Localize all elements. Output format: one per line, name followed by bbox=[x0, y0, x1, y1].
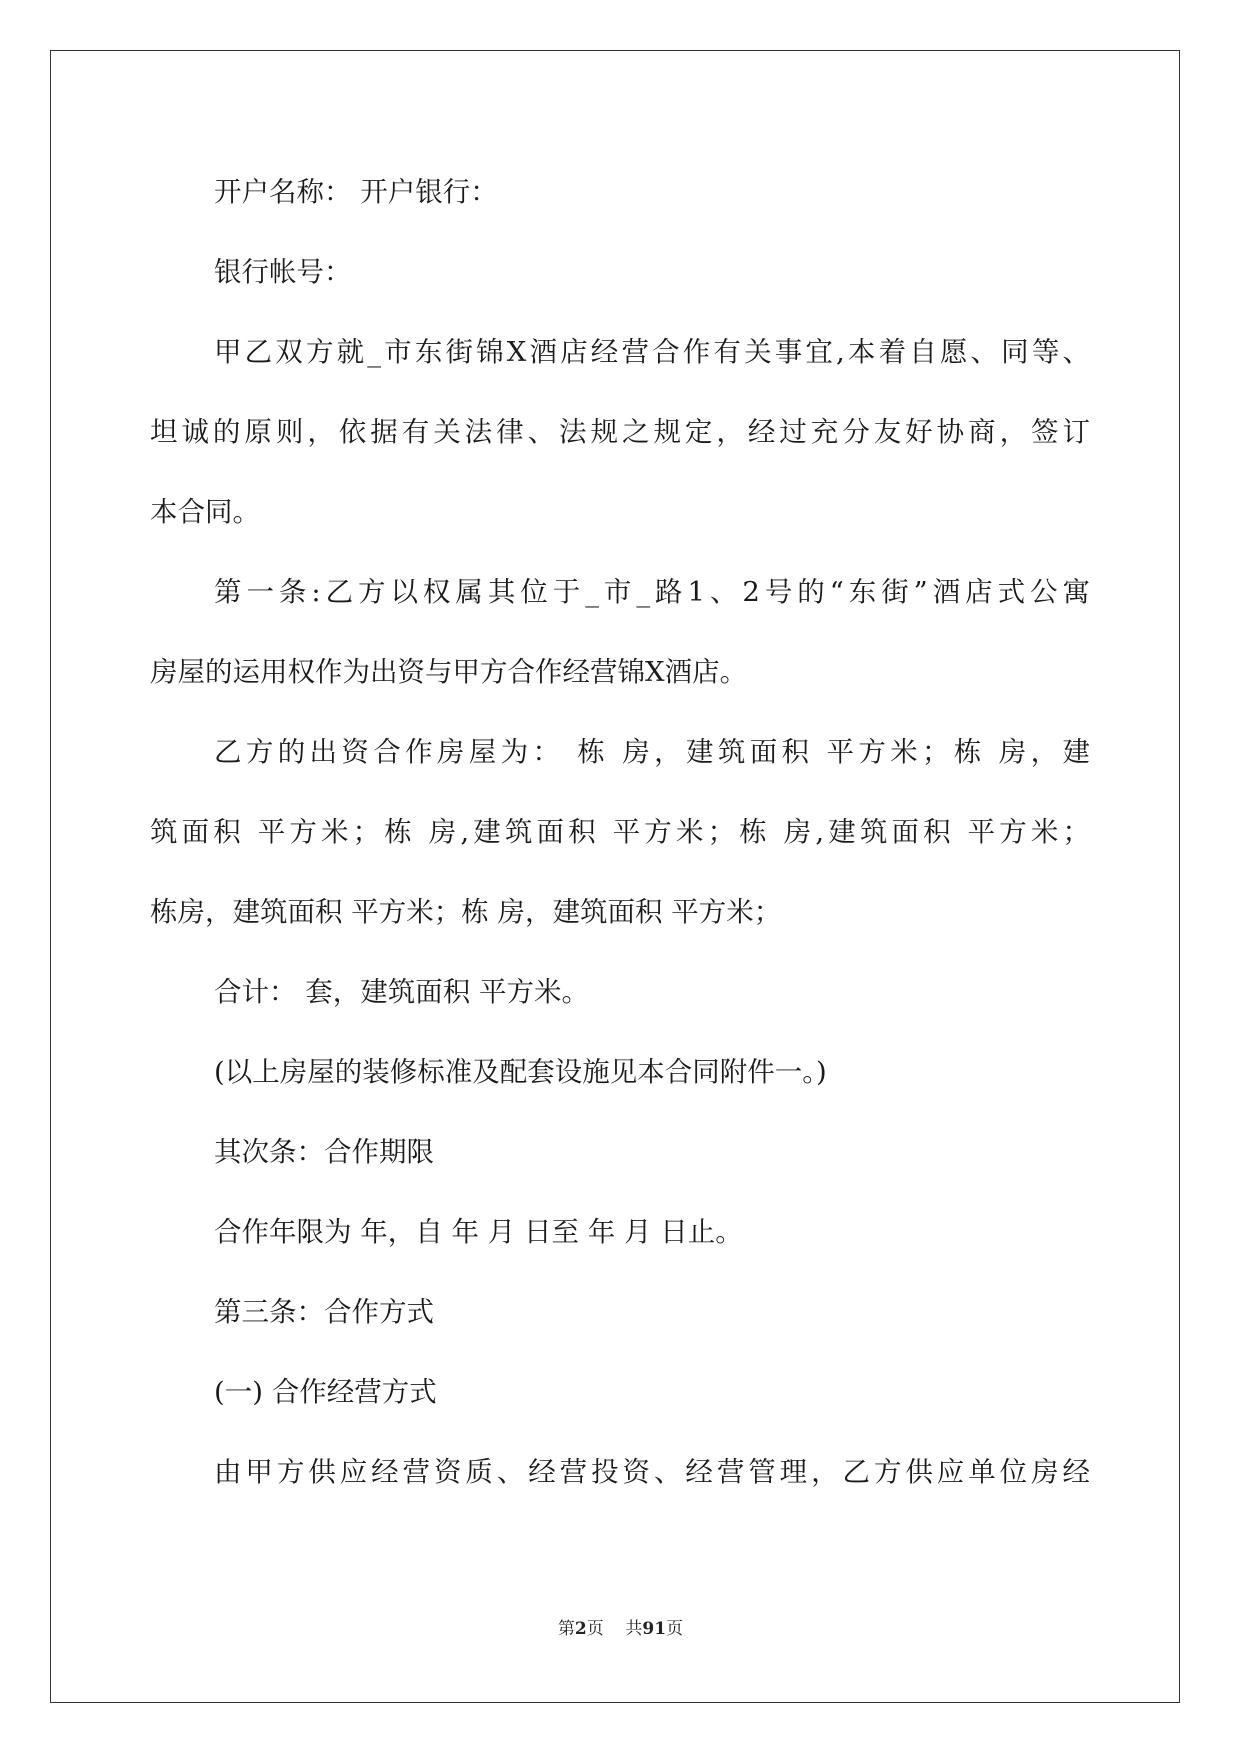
text-line-account-name: 开户名称： 开户银行： bbox=[214, 176, 498, 208]
text-line-article-1-a: 第一条:乙方以权属其位于_市_路1、2号的“东街”酒店式公寓 bbox=[214, 576, 1090, 608]
text-line-article-3-heading: 第三条：合作方式 bbox=[214, 1296, 434, 1328]
text-line-contribution-3: 栋房，建筑面积 平方米；栋 房，建筑面积 平方米； bbox=[150, 896, 782, 928]
text-line-article-1-b: 房屋的运用权作为出资与甲方合作经营锦X酒店。 bbox=[150, 656, 748, 688]
text-line-term: 合作年限为 年，自 年 月 日至 年 月 日止。 bbox=[214, 1216, 743, 1248]
footer-total-pages: 91 bbox=[642, 1619, 667, 1639]
text-line-article-2-heading: 其次条：合作期限 bbox=[214, 1136, 434, 1168]
text-line-contribution-1: 乙方的出资合作房屋为： 栋 房，建筑面积 平方米；栋 房，建 bbox=[214, 736, 1090, 768]
footer-prefix: 第 bbox=[557, 1619, 575, 1639]
text-line-preamble-2: 坦诚的原则，依据有关法律、法规之规定，经过充分友好协商，签订 bbox=[150, 416, 1090, 448]
footer-mid: 页 共 bbox=[586, 1619, 643, 1639]
text-line-contribution-2: 筑面积 平方米；栋 房,建筑面积 平方米；栋 房,建筑面积 平方米； bbox=[150, 816, 1090, 848]
text-line-preamble-1: 甲乙双方就_市东街锦X酒店经营合作有关事宜,本着自愿、同等、 bbox=[214, 336, 1090, 368]
text-line-preamble-3: 本合同。 bbox=[150, 496, 260, 528]
text-line-annex-note: (以上房屋的装修标准及配套设施见本合同附件一。) bbox=[214, 1056, 827, 1088]
text-line-cooperation-desc: 由甲方供应经营资质、经营投资、经营管理，乙方供应单位房经 bbox=[214, 1456, 1090, 1488]
text-line-bank-account: 银行帐号： bbox=[214, 256, 352, 288]
footer-suffix: 页 bbox=[666, 1619, 684, 1639]
text-line-cooperation-mode: (一) 合作经营方式 bbox=[214, 1376, 437, 1408]
text-line-total: 合计： 套，建筑面积 平方米。 bbox=[214, 976, 589, 1008]
page-footer bbox=[0, 1614, 1241, 1639]
footer-page-number: 2 bbox=[574, 1619, 587, 1639]
